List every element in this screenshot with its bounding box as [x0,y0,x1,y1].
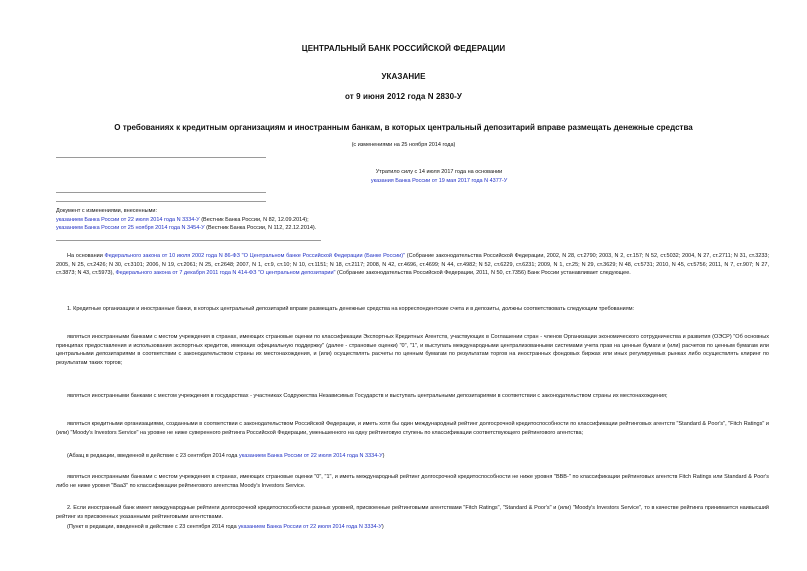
preamble-paragraph [56,252,769,278]
revision-note-text: (Абзац в редакции, введенной в действие с 23 сентября 2014 года [67,453,239,459]
issuer-heading: ЦЕНТРАЛЬНЫЙ БАНК РОССИЙСКОЙ ФЕДЕРАЦИИ [301,44,506,53]
amendment-link[interactable]: указанием Банка России от 25 ноября 2014 года N 3454-У [56,225,205,231]
paragraph-1: 1. Кредитные организации и иностранные банки, в которых центральный депозитарий вправе размещать денежные средства на корреспондентские счета и в депозиты, должны соответствовать следующим требованиям: [67,306,634,312]
repeal-notice-link[interactable]: указания Банка России от 19 мая 2017 года N 4377-У [370,177,508,184]
federal-law-414-link[interactable]: Федерального закона от 7 декабря 2011 года N 414-ФЗ "О центральном депозитарии" [115,270,336,276]
revision-note-link[interactable]: указанием Банка России от 22 июля 2014 года N 3334-У [238,524,382,530]
federal-law-86-link[interactable]: Федерального закона от 10 июля 2002 года N 86-ФЗ "О Центральном банке Российской Федерации (Банке России)" [104,253,406,259]
repeal-notice [254,168,624,185]
amendment-item [56,224,456,233]
requirement-paragraph: являться иностранными банками с местом учреждения в странах, имеющих страновые оценки по классификации Экспортных Кредитных Агентств, участвующих в Соглашении стран - членов Организации экономического сотрудничества и развития (ОЭСР) "Об основных принципах предоставления и использования экспортных кредитов, имеющих официальную поддержку" (далее - страновые оценки) "0", "1", и выступать международными централизованными системами учета прав на ценные бумаги и (или) расчетов по ценным бумагам или центральными депозитариями в соответствии с законодательством страны их местонахождения, и (или) осуществлять расчеты по ценным бумагам по результатам торгов на иностранных фондовых биржах или иных регулируемых рынках либо осуществлять клиринг по результатам таких торгов; [56,334,769,366]
amendment-item [56,216,456,225]
document-title: О требованиях к кредитным организациям и иностранным банкам, в которых центральный депозитарий вправе размещать денежные средства [114,123,693,132]
revision-note-text: ) [382,453,385,459]
document-date-number: от 9 июня 2012 года N 2830-У [345,92,462,101]
revision-note [67,452,767,461]
repeal-notice-text: Утратило силу с 14 июля 2017 года на основании [375,169,503,175]
requirement-paragraph: являться кредитными организациями, созданными в соответствии с законодательством Российской Федерации, и иметь хотя бы один международный рейтинг долгосрочной кредитоспособности по классификации рейтинговых агентств "Standard & Poor's", "Fitch Ratings" и (или) "Moody's Investors Service" на уровне не ниже суверенного рейтинга Российской Федерации, уменьшенного на одну рейтинговую ступень по классификации соответствующего рейтингового агентства; [56,421,769,436]
amendment-source: (Вестник Банка России, N 82, 12.09.2014); [199,216,309,223]
preamble-text: На основании [67,253,105,259]
document-type: УКАЗАНИЕ [381,72,426,81]
amendment-status: (с изменениями на 25 ноября 2014 года) [351,142,456,148]
paragraph-2: 2. Если иностранный банк имеет международные рейтинги долгосрочной кредитоспособности разных уровней, присвоенные рейтинговыми агентствами "Fitch Ratings", "Standard & Poor's" и (или) "Moody's Investors Service", то в качестве рейтинга принимается наивысший рейтинг из присвоенных указанными рейтинговыми агентствами. [56,505,769,520]
divider [56,201,266,202]
amendment-link[interactable]: указанием Банка России от 22 июля 2014 года N 3334-У [56,216,200,223]
preamble-text: (Собрание законодательства Российской Федерации, 2002, N 28, ст.2790; 2003, N 2, ст.157; N 52, ст.5032; 2004, N 27, ст.2711; N 31, ст.3233; 2005, N 25, ст.2426; N 30, ст.3101; 2006, N 19, ст.2061; N 25, ст.2648; 2007, N 1, ст.9, ст.10; N 10, ст.1151; N 18, ст.2117; 2008, N 42, ст.4696, ст.4699; N 44, ст.4982; N 52, ст.6229, ст.6231; 2009, N 1, ст.25; N 29, ст.3629; N 48, ст.5731; 2010, N 45, ст.5756; 2011, N 7, ст.907; N 27, ст.3873; N 43, ст.5973), [56,253,769,276]
requirement-paragraph: являться иностранными банками с местом учреждения в государствах - участниках Содружества Независимых Государств и выступать центральными депозитариями в соответствии с законодательством страны их местонахождения; [67,393,668,399]
revision-note-text: (Пункт в редакции, введенной в действие с 23 сентября 2014 года [67,524,239,530]
revision-note-text: ) [381,524,384,530]
revision-note [67,523,767,532]
revision-note-link[interactable]: указанием Банка России от 22 июля 2014 года N 3334-У [238,453,383,459]
divider [56,240,321,241]
amendments-heading: Документ с изменениями, внесенными: [56,208,157,214]
requirement-paragraph: являться иностранными банками с местом учреждения в странах, имеющих страновые оценки "0", "1", и иметь международный рейтинг долгосрочной кредитоспособности не ниже уровня "BBB-" по классификации рейтинговых агентств Fitch Ratings или Standard & Poor's либо не ниже уровня "Baa3" по классификации рейтингового агентства Moody's Investors Service. [56,474,769,489]
divider [56,192,266,193]
divider [56,157,266,158]
preamble-text: (Собрание законодательства Российской Федерации, 2011, N 50, ст.7356) Банк России устанавливает следующее. [335,270,631,276]
amendments-list [56,207,456,233]
amendment-source: (Вестник Банка России, N 112, 22.12.2014). [204,225,317,231]
